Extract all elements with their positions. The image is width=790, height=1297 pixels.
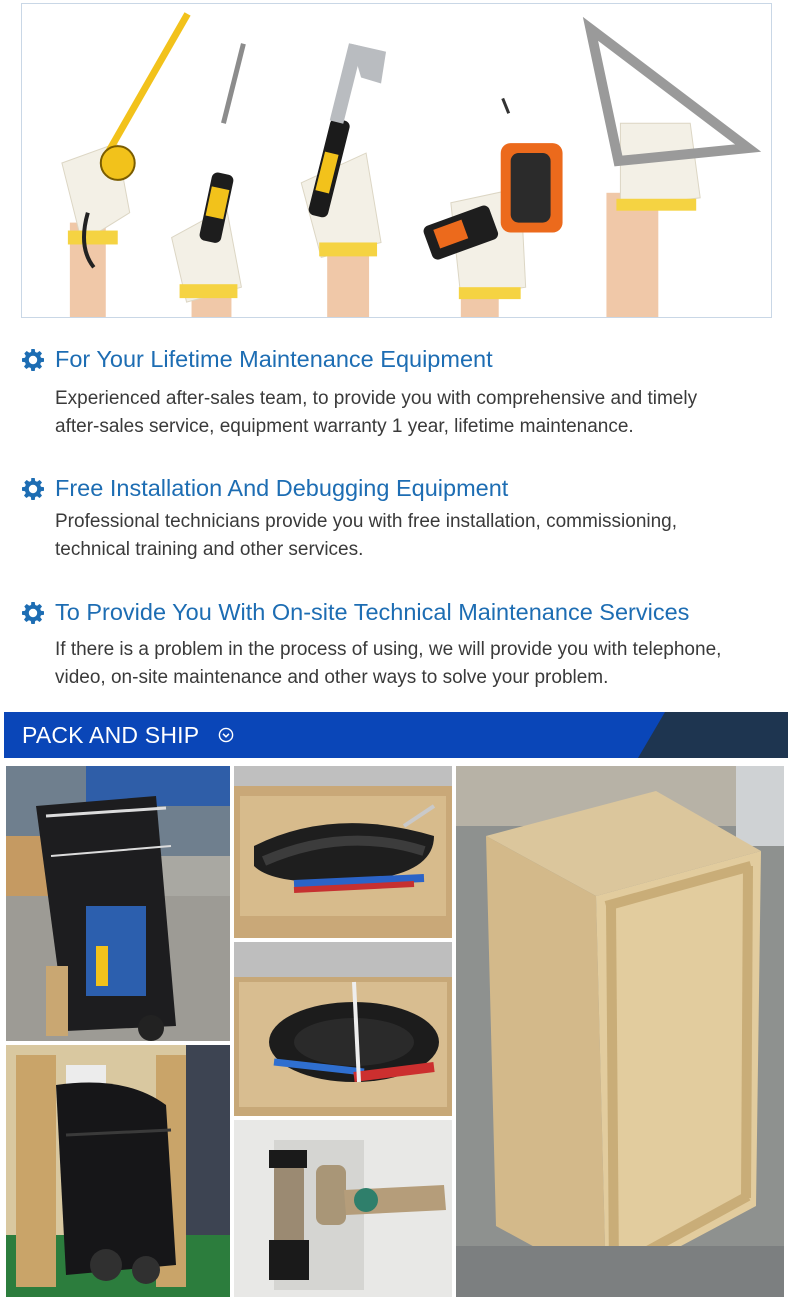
description-line: Experienced after-sales team, to provide you with comprehensive and timely xyxy=(55,388,698,409)
photo-hoses-coiled-in-box xyxy=(234,942,452,1116)
service-description xyxy=(55,508,781,564)
description-line: Professional technicians provide you with free installation, commissioning, xyxy=(55,511,678,532)
service-free-installation xyxy=(21,475,781,564)
service-onsite-maintenance xyxy=(21,599,781,692)
photo-closed-plywood-crate xyxy=(456,766,784,1297)
service-lifetime-maintenance xyxy=(21,346,781,441)
photo-machine-in-open-crate xyxy=(6,1045,230,1297)
photo-spray-gun-in-foam xyxy=(234,1120,452,1297)
description-line: after-sales service, equipment warranty 1 year, lifetime maintenance. xyxy=(55,416,634,437)
description-line: If there is a problem in the process of using, we will provide you with telephone, xyxy=(55,639,722,660)
hand-wrench xyxy=(301,43,386,317)
hand-drill xyxy=(422,98,563,317)
description-line: video, on-site maintenance and other ways to solve your problem. xyxy=(55,667,609,688)
service-title: For Your Lifetime Maintenance Equipment xyxy=(55,346,493,372)
service-description xyxy=(55,385,781,441)
service-title: To Provide You With On-site Technical Maintenance Services xyxy=(55,599,690,625)
gear-icon xyxy=(21,601,45,625)
chevron-circle-icon xyxy=(218,727,234,743)
hand-set-square xyxy=(590,29,748,317)
service-description xyxy=(55,636,781,692)
gear-icon xyxy=(21,348,45,372)
photo-wrapped-machine-on-cart xyxy=(6,766,230,1041)
gear-icon xyxy=(21,477,45,501)
hand-screwdriver xyxy=(172,44,244,317)
hand-tape-measure xyxy=(62,14,188,317)
photo-hoses-in-box xyxy=(234,766,452,938)
banner-title: PACK AND SHIP xyxy=(22,722,200,748)
description-line: technical training and other services. xyxy=(55,539,364,560)
service-title: Free Installation And Debugging Equipment xyxy=(55,475,509,501)
hero-tools-image xyxy=(21,3,772,318)
banner-dark-stripe xyxy=(638,712,788,758)
pack-and-ship-banner xyxy=(4,712,788,758)
